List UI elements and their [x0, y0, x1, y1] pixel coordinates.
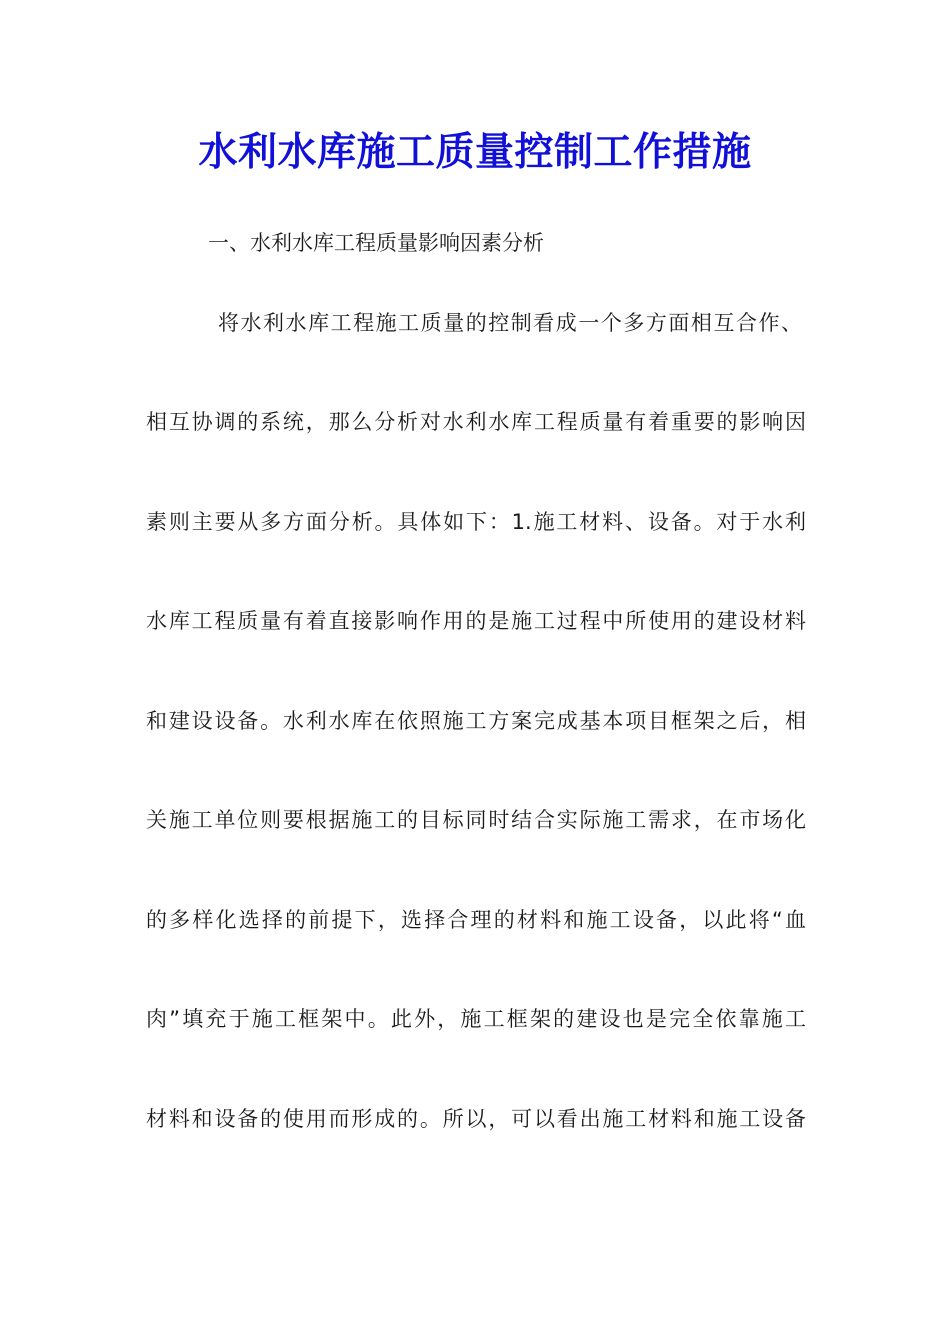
paragraph-line: 和建设设备。水利水库在依照施工方案完成基本项目框架之后，相	[146, 709, 806, 733]
paragraph-line: 关施工单位则要根据施工的目标同时结合实际施工需求，在市场化	[146, 808, 806, 832]
paragraph-line: 将水利水库工程施工质量的控制看成一个多方面相互合作、	[218, 311, 802, 335]
paragraph-line: 的多样化选择的前提下，选择合理的材料和施工设备，以此将“血	[146, 908, 806, 932]
paragraph-line: 素则主要从多方面分析。具体如下：1.施工材料、设备。对于水利	[146, 510, 806, 534]
paragraph-line: 肉”填充于施工框架中。此外，施工框架的建设也是完全依靠施工	[146, 1007, 806, 1031]
paragraph-line: 材料和设备的使用而形成的。所以，可以看出施工材料和施工设备	[146, 1107, 806, 1131]
document-title: 水利水库施工质量控制工作措施	[198, 129, 752, 175]
paragraph-line: 水库工程质量有着直接影响作用的是施工过程中所使用的建设材料	[146, 609, 806, 633]
section-heading: 一、水利水库工程质量影响因素分析	[208, 231, 544, 255]
paragraph-line: 相互协调的系统，那么分析对水利水库工程质量有着重要的影响因	[146, 410, 806, 434]
